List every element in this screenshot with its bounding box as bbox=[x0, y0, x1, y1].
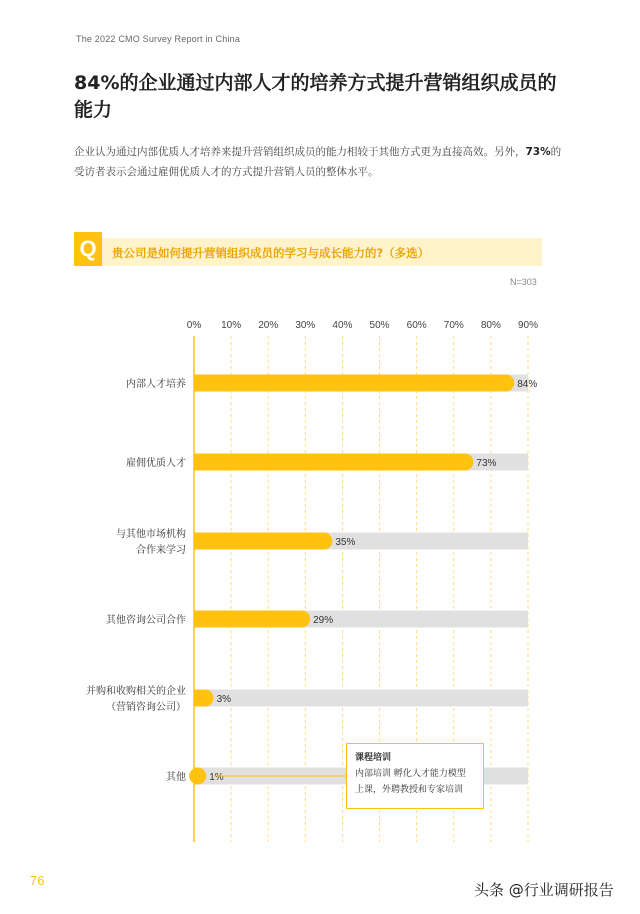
bar-cap bbox=[315, 533, 332, 550]
bar bbox=[194, 611, 302, 628]
callout-title: 课程培训 bbox=[355, 753, 392, 763]
bar-cap bbox=[189, 768, 206, 785]
x-tick-label: 90% bbox=[517, 320, 539, 331]
value-label: 1% bbox=[209, 772, 224, 783]
watermark: 头条 @行业调研报告 bbox=[474, 881, 614, 899]
value-label: 35% bbox=[335, 537, 356, 548]
callout-box bbox=[346, 743, 484, 809]
intro-text-1: 企业认为通过内部优质人才培养来提升营销组织成员的能力相较于其他方式更为直接高效。另外， bbox=[74, 146, 526, 158]
x-tick-label: 50% bbox=[369, 320, 390, 331]
category-label: 内部人才培养 bbox=[126, 379, 186, 390]
value-label: 84% bbox=[517, 379, 538, 390]
page-number: 76 bbox=[30, 873, 45, 888]
x-tick-label: 30% bbox=[295, 320, 316, 331]
sample-size: N=303 bbox=[510, 277, 537, 287]
question-icon: Q bbox=[74, 232, 102, 266]
value-label: 29% bbox=[313, 615, 334, 626]
category-label: 其他 bbox=[166, 772, 186, 783]
category-label: 并购和收购相关的企业 bbox=[86, 686, 186, 697]
category-label: 雇佣优质人才 bbox=[126, 458, 186, 469]
bar bbox=[194, 454, 465, 471]
bar-cap bbox=[456, 454, 473, 471]
x-tick-label: 20% bbox=[258, 320, 279, 331]
x-tick-label: 0% bbox=[186, 320, 202, 331]
bar-cap bbox=[497, 375, 514, 392]
x-tick-label: 60% bbox=[406, 320, 427, 331]
x-tick-label: 80% bbox=[480, 320, 501, 331]
bar bbox=[194, 533, 324, 550]
intro-highlight: 73% bbox=[525, 146, 551, 158]
bar-track bbox=[194, 690, 528, 707]
category-label: 与其他市场机构 bbox=[116, 529, 186, 540]
value-label: 73% bbox=[476, 458, 497, 469]
category-label: 合作来学习 bbox=[136, 545, 186, 556]
intro-text-2: 的受访者表示会通过雇佣优质人才的方式提升营销人员的整体水平。 bbox=[74, 146, 562, 178]
bar-cap bbox=[197, 690, 214, 707]
x-tick-label: 70% bbox=[443, 320, 464, 331]
question-text: 贵公司是如何提升营销组织成员的学习与成长能力的?（多选） bbox=[112, 246, 430, 260]
callout-line-2: 上课，外聘教授和专家培训 bbox=[355, 785, 464, 795]
value-label: 3% bbox=[216, 694, 232, 705]
bar-cap bbox=[293, 611, 310, 628]
x-tick-label: 40% bbox=[332, 320, 353, 331]
report-header: The 2022 CMO Survey Report in China bbox=[76, 34, 241, 44]
category-label: （营销咨询公司） bbox=[106, 702, 186, 713]
x-tick-label: 10% bbox=[221, 320, 242, 331]
page-title: 84%的企业通过内部人才的培养方式提升营销组织成员的能力 bbox=[74, 72, 557, 121]
category-label: 其他咨询公司合作 bbox=[106, 615, 186, 626]
bar bbox=[194, 375, 506, 392]
callout-line-1: 内部培训 孵化人才能力模型 bbox=[355, 769, 466, 779]
